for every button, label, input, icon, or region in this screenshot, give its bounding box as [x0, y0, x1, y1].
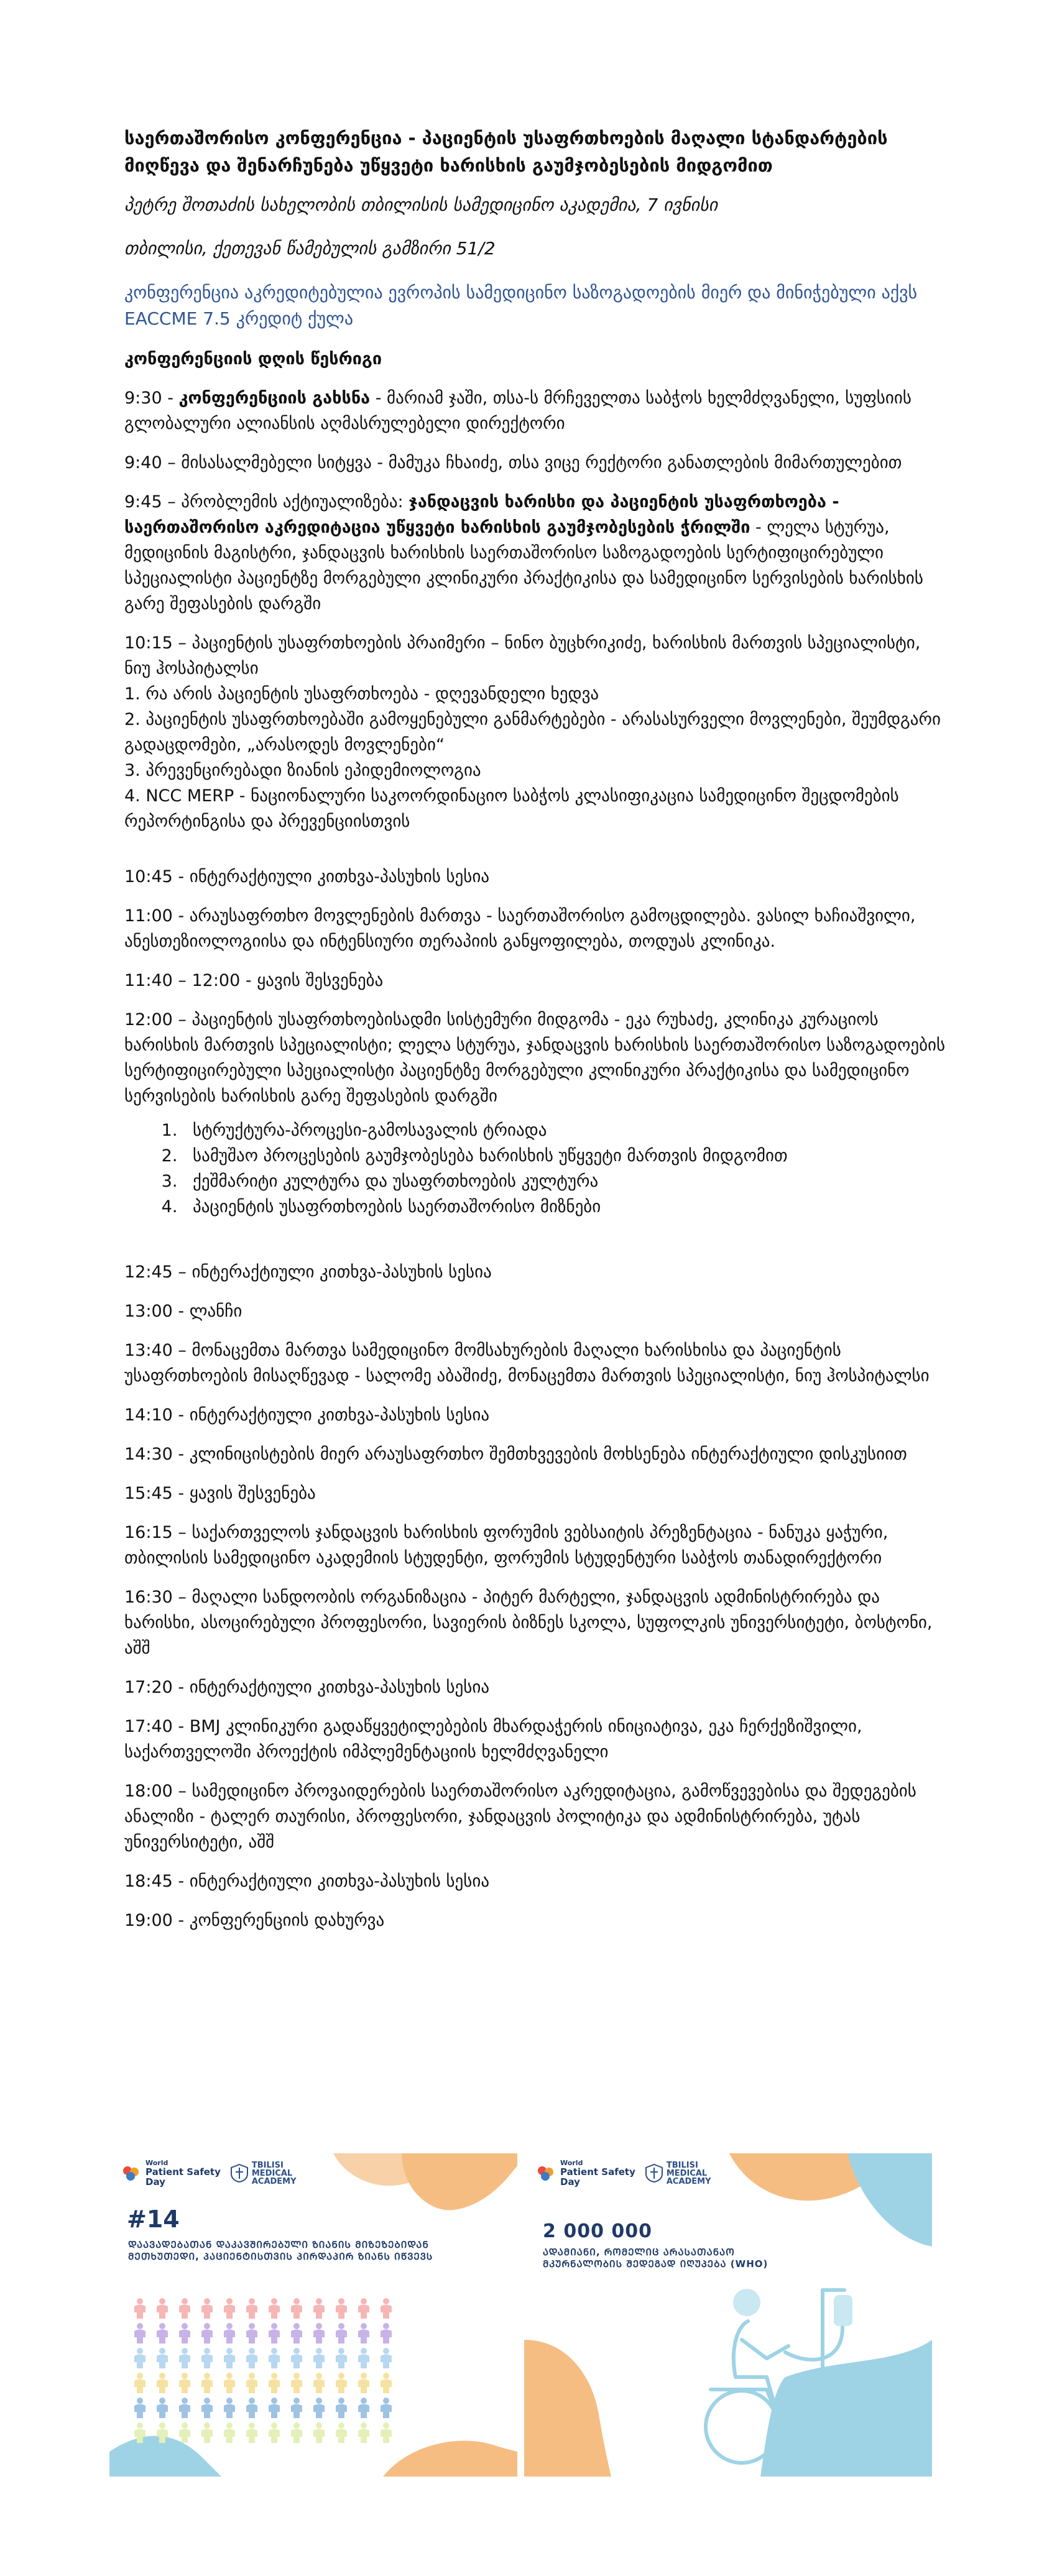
agenda-text: არაუსაფრთხო მოვლენების მართვა - საერთაშორისო გამოცდილება. ვასილ ხაჩიაშვილი, ანესთეზიოლოგიისა და ინტენსიური თერაპიის განყოფილება, თოდუას კლინიკა. [124, 906, 916, 951]
agenda-item [124, 630, 951, 834]
person-icon [199, 2397, 215, 2418]
person-icon [378, 2347, 394, 2368]
death-count: 2 000 000 [543, 2220, 653, 2242]
agenda-text: ინტერაქტიული კითხვა-პასუხის სესია [189, 1678, 490, 1697]
agenda-time: 11:40 – 12:00 - [124, 971, 257, 990]
agenda-time: 16:15 – [124, 1523, 192, 1542]
academy-line-1: TBILISI [251, 2160, 284, 2170]
agenda-text: ინტერაქტიული კითხვა-პასუხის სესია [189, 1405, 490, 1425]
wpsd-line-1: World [145, 2159, 168, 2167]
person-icon [154, 2298, 170, 2319]
agenda-item [124, 1908, 951, 1933]
person-icon [221, 2397, 238, 2418]
agenda-text: ინტერაქტიული კითხვა-პასუხის სესია [189, 1872, 490, 1891]
agenda-time: 9:40 – [124, 453, 182, 472]
person-icon [288, 2347, 305, 2368]
agenda-time: 9:45 – [124, 492, 182, 512]
person-icon [333, 2422, 349, 2443]
agenda-text: ლანჩი [189, 1302, 242, 1321]
person-icon [288, 2397, 305, 2418]
person-icon [266, 2298, 282, 2319]
agenda-session-title: ჯანდაცვის ხარისხი და პაციენტის უსაფრთხოება - საერთაშორისო აკრედიტაცია უწყვეტი ხარისხის გაუმჯობესების ჭრილში [124, 492, 839, 537]
person-icon [199, 2298, 215, 2319]
person-icon [356, 2322, 372, 2344]
agenda-time: 19:00 - [124, 1911, 190, 1930]
person-icon [132, 2422, 148, 2443]
wpsd-line-1: World [560, 2159, 583, 2167]
agenda-time: 10:45 - [124, 867, 190, 886]
agenda-time: 14:30 - [124, 1445, 190, 1464]
agenda-item [124, 1481, 951, 1506]
approach-list-item: 2. სამუშაო პროცესების გაუმჯობესება ხარისხის უწყვეტი მართვის მიდგომით [183, 1143, 951, 1169]
banner-unsafe-care-deaths [524, 2153, 932, 2477]
tbilisi-medical-academy-logo [645, 2161, 711, 2186]
person-icon [266, 2322, 282, 2344]
agenda-text: კონფერენციის დახურვა [189, 1911, 385, 1930]
person-icon [177, 2347, 193, 2368]
person-icon [333, 2347, 349, 2368]
person-icon [378, 2298, 394, 2319]
academy-line-3: ACADEMY [666, 2176, 711, 2186]
person-icon [378, 2372, 394, 2393]
academy-line-2: MEDICAL [666, 2168, 708, 2178]
person-icon [199, 2347, 215, 2368]
agenda-subtopic: 1. რა არის პაციენტის უსაფრთხოება - დღევანდელი ხედვა [124, 684, 599, 704]
person-icon [288, 2372, 305, 2393]
logo-row [121, 2160, 297, 2187]
person-icon [244, 2322, 260, 2344]
wheelchair-patient-illustration [673, 2278, 860, 2477]
wpsd-line-2: Patient Safety [145, 2166, 221, 2178]
person-icon [154, 2372, 170, 2393]
agenda-item [124, 1299, 951, 1324]
tbilisi-medical-academy-logo [231, 2161, 297, 2186]
agenda-time: 11:00 - [124, 906, 190, 926]
person-icon [132, 2322, 148, 2344]
people-grid [132, 2298, 399, 2443]
person-icon [199, 2422, 215, 2443]
person-icon [132, 2372, 148, 2393]
person-icon [356, 2298, 372, 2319]
death-caption: ᲐᲓᲐᲛᲘᲐᲜᲘ, ᲠᲝᲛᲔᲚᲘᲪ ᲐᲠᲐᲡᲐᲗᲐᲜᲐᲝ ᲛᲙᲣᲠᲜᲐᲚᲝᲑᲘᲡ ᲨᲔᲓᲔᲒᲐᲓ ᲘᲦᲣᲞᲔᲑᲐ (WHO) [543, 2247, 769, 2270]
agenda-item [124, 1778, 951, 1855]
agenda-subtopic: 3. პრევენცირებადი ზიანის ეპიდემიოლოგია [124, 761, 481, 780]
agenda-session-title: კონფერენციის გახსნა [178, 389, 371, 408]
person-icon [311, 2298, 327, 2319]
person-icon [177, 2372, 193, 2393]
agenda-item [124, 903, 951, 954]
person-icon [266, 2422, 282, 2443]
wpsd-hands-icon [535, 2164, 556, 2182]
person-icon [266, 2372, 282, 2393]
person-icon [244, 2347, 260, 2368]
person-icon [244, 2397, 260, 2418]
document [124, 124, 951, 1947]
person-icon [311, 2322, 327, 2344]
wpsd-hands-icon [121, 2164, 142, 2182]
agenda-item [124, 1259, 951, 1285]
wpsd-line-3: Day [560, 2176, 580, 2187]
statistic-number: #14 [127, 2206, 180, 2233]
venue-line-2: თბილისი, ქეთევან წამებულის გამზირი 51/2 [124, 238, 496, 259]
approach-list-item: 4. პაციენტის უსაფრთხოების საერთაშორისო მიზნები [183, 1194, 951, 1220]
approach-list [124, 1118, 951, 1220]
person-icon [154, 2397, 170, 2418]
person-icon [266, 2347, 282, 2368]
agenda-item [124, 1869, 951, 1894]
agenda-time: 12:45 – [124, 1263, 192, 1282]
person-icon [378, 2422, 394, 2443]
agenda-item [124, 385, 951, 436]
person-icon [288, 2298, 305, 2319]
person-icon [199, 2372, 215, 2393]
agenda-time: 15:45 - [124, 1484, 190, 1503]
person-icon [221, 2422, 238, 2443]
spacer [124, 1238, 951, 1259]
agenda-part-1 [124, 385, 951, 1109]
agenda-time: 12:00 – [124, 1010, 192, 1029]
agenda-item [124, 1675, 951, 1700]
wpsd-line-2: Patient Safety [560, 2166, 635, 2178]
person-icon [356, 2347, 372, 2368]
person-icon [311, 2372, 327, 2393]
agenda-time: 16:30 – [124, 1588, 192, 1607]
person-icon [177, 2298, 193, 2319]
person-icon [288, 2422, 305, 2443]
agenda-text: პაციენტის უსაფრთხოების პრაიმერი – ნინო ბუცხრიკიძე, ხარისხის მართვის სპეციალისტი, ნიუ ჰოსპიტალსი [124, 633, 921, 678]
logo-row [535, 2160, 711, 2187]
agenda-item [124, 1402, 951, 1428]
agenda-text: საქართველოს ჯანდაცვის ხარისხის ფორუმის ვებსაიტის პრეზენტაცია - ნანუკა ყაჭური, თბილისის სამედიცინო აკადემიის სტუდენტი, ფორუმის სტუდენტური საბჭოს თანადირექტორი [124, 1523, 889, 1568]
world-patient-safety-day-logo [535, 2160, 635, 2187]
person-icon [378, 2397, 394, 2418]
agenda-text: პრობლემის აქტიუალიზება: [181, 492, 409, 512]
agenda-item [124, 489, 951, 617]
agenda-time: 10:15 – [124, 633, 192, 653]
person-icon [221, 2298, 238, 2319]
agenda-time: 17:40 - [124, 1717, 190, 1736]
person-icon [132, 2347, 148, 2368]
agenda-time: 18:00 – [124, 1782, 192, 1801]
person-icon [266, 2397, 282, 2418]
person-icon [177, 2422, 193, 2443]
agenda-item [124, 864, 951, 890]
person-icon [154, 2347, 170, 2368]
agenda-text: ყავის შესვენება [257, 971, 384, 990]
agenda-item [124, 1714, 951, 1765]
person-icon [244, 2298, 260, 2319]
agenda-text: მონაცემთა მართვა სამედიცინო მომსახურების მაღალი ხარისხისა და პაციენტის უსაფრთხოების მისაღწევად - სალომე აბაშიძე, მონაცემთა მართვის სპეციალისტი, ნიუ ჰოსპიტალსი [124, 1341, 930, 1386]
person-icon [356, 2372, 372, 2393]
person-icon [333, 2298, 349, 2319]
person-icon [244, 2372, 260, 2393]
agenda-text: BMJ კლინიკური გადაწყვეტილებების მხარდაჭერის ინიციატივა, ეკა ჩერქეზიშვილი, საქართველოში პროექტის იმპლემენტაციის ხელმძღვანელი [124, 1717, 862, 1762]
agenda-text: - მარიამ ჯაში, თსა-ს მრჩეველთა საბჭოს ხელმძღვანელი, სუფსიის გლობალური ალიანსის აღმასრულებელი დირექტორი [124, 389, 912, 433]
agenda-text: მაღალი სანდოობის ორგანიზაცია - პიტერ მარტელი, ჯანდაცვის ადმინისტრირება და ხარისხი, ასოცირებული პროფესორი, სავიერის ბიზნეს სკოლა, სუფოლკის უნივერსიტეტი, ბოსტონი, აშშ [124, 1588, 933, 1658]
agenda-text: პაციენტის უსაფრთხოებისადმი სისტემური მიდგომა - ეკა რუხაძე, კლინიკა კურაციოს ხარისხის მართვის სპეციალისტი; ლელა სტურუა, ჯანდაცვის ხარისხის საერთაშორისო საზოგადოების სერტიფიცირებული სპეციალისტი პაციენტზე მორგებული კლინიკური პრაქტიკისა და სამედიცინო სერვისების ხარისხის გარე შეფასების დარგში [124, 1010, 946, 1106]
academy-crest-icon [645, 2164, 663, 2183]
agenda-item [124, 1442, 951, 1467]
agenda-text: სამედიცინო პროვაიდერების საერთაშორისო აკრედიტაცია, გამოწვევებისა და შედეგების ანალიზი - ტალერ თაურისი, პროფესორი, ჯანდაცვის პოლიტიკა და ადმინისტრირება, უტას უნივერსიტეტი, აშშ [124, 1782, 916, 1852]
person-icon [356, 2397, 372, 2418]
approach-list-item: 1. სტრუქტურა-პროცესი-გამოსავალის ტრიადა [183, 1118, 951, 1143]
person-icon [199, 2322, 215, 2344]
person-icon [221, 2322, 238, 2344]
agenda-item [124, 1007, 951, 1109]
person-icon [221, 2347, 238, 2368]
conference-title: საერთაშორისო კონფერენცია - პაციენტის უსაფრთხოების მაღალი სტანდარტების მიღწევა და შენარჩუნება უწყვეტი ხარისხის გაუმჯობესების მიდგომით [124, 127, 888, 176]
person-icon [132, 2397, 148, 2418]
person-icon [311, 2397, 327, 2418]
person-icon [356, 2422, 372, 2443]
person-icon [154, 2422, 170, 2443]
person-icon [311, 2422, 327, 2443]
person-icon [333, 2372, 349, 2393]
approach-list-item: 3. ქეშმარიტი კულტურა და უსაფრთხოების კულტურა [183, 1169, 951, 1194]
agenda-text: ინტერაქტიული კითხვა-პასუხის სესია [192, 1263, 492, 1282]
accreditation-note: კონფერენცია აკრედიტებულია ევროპის სამედიცინო საზოგადოების მიერ და მინიჭებული აქვს EACCME 7.5 კრედიტ ქულა [124, 282, 918, 329]
agenda-item [124, 968, 951, 993]
academy-line-1: TBILISI [666, 2160, 698, 2170]
academy-line-2: MEDICAL [251, 2168, 293, 2178]
agenda-item [124, 1585, 951, 1661]
agenda-text: ინტერაქტიული კითხვა-პასუხის სესია [189, 867, 490, 886]
agenda-time: 13:00 - [124, 1302, 190, 1321]
person-icon [177, 2322, 193, 2344]
agenda-heading: კონფერენციის დღის წესრიგი [124, 349, 382, 369]
agenda-subtopic: 2. პაციენტის უსაფრთხოებაში გამოყენებული განმარტებები - არასასურველი მოვლენები, შეუმდგარი გადაცდომები, „არასოდეს მოვლენები“ [124, 710, 941, 755]
person-icon [288, 2322, 305, 2344]
person-icon [221, 2372, 238, 2393]
agenda-text: კლინიცისტების მიერ არაუსაფრთხო შემთხვევების მოხსენება ინტერაქტიული დისკუსიით [189, 1445, 907, 1464]
agenda-item [124, 1520, 951, 1571]
agenda-item [124, 1338, 951, 1389]
agenda-time: 17:20 - [124, 1678, 190, 1697]
person-icon [378, 2322, 394, 2344]
agenda-part-2 [124, 1259, 951, 1933]
agenda-time: 13:40 – [124, 1341, 192, 1360]
person-icon [154, 2322, 170, 2344]
agenda-text: მისასალმებელი სიტყვა - მამუკა ჩხაიძე, თსა ვიცე რექტორი განათლების მიმართულებით [181, 453, 902, 472]
person-icon [244, 2422, 260, 2443]
person-icon [333, 2397, 349, 2418]
agenda-item [124, 450, 951, 476]
agenda-time: 18:45 - [124, 1872, 190, 1891]
person-icon [333, 2322, 349, 2344]
agenda-time: 14:10 - [124, 1405, 190, 1425]
agenda-time: 9:30 - [124, 389, 179, 408]
agenda-text: ყავის შესვენება [189, 1484, 316, 1503]
agenda-text: - ლელა სტურუა, მედიცინის მაგისტრი, ჯანდაცვის ხარისხის საერთაშორისო საზოგადოების სერტიფიცირებული სპეციალისტი პაციენტზე მორგებული კლინიკური პრაქტიკისა და სამედიცინო სერვისების ხარისხის გარე შეფასების დარგში [124, 518, 923, 614]
agenda-subtopic: 4. NCC MERP - ნაციონალური საკოორდინაციო საბჭოს კლასიფიკაცია სამედიცინო შეცდომების რეპორტინგისა და პრევენციისთვის [124, 786, 899, 831]
banner-patient-harm [109, 2153, 517, 2477]
wpsd-line-3: Day [145, 2176, 165, 2187]
venue-line-1: პეტრე შოთაძის სახელობის თბილისის სამედიცინო აკადემია, 7 ივნისი [124, 195, 718, 215]
academy-line-3: ACADEMY [251, 2176, 297, 2186]
world-patient-safety-day-logo [121, 2160, 221, 2187]
statistic-caption: ᲓᲐᲐᲕᲐᲓᲔᲑᲐᲗᲐᲜ ᲓᲐᲙᲐᲕᲨᲘᲠᲔᲑᲣᲚᲘ ᲖᲘᲐᲜᲘᲡ ᲛᲘᲖᲔᲖᲔᲑᲘᲓᲐᲜ ᲛᲔᲗᲮᲣᲗᲔᲓᲘ, ᲞᲐᲪᲘᲔᲜᲢᲘᲡᲗᲕᲘᲡ ᲞᲘᲠᲓᲐᲞᲘᲠ ᲖᲘᲐᲜᲡ ᲘᲬᲕᲔᲕᲡ [128, 2239, 433, 2262]
academy-crest-icon [231, 2164, 248, 2183]
person-icon [311, 2347, 327, 2368]
person-icon [177, 2397, 193, 2418]
person-icon [132, 2298, 148, 2319]
